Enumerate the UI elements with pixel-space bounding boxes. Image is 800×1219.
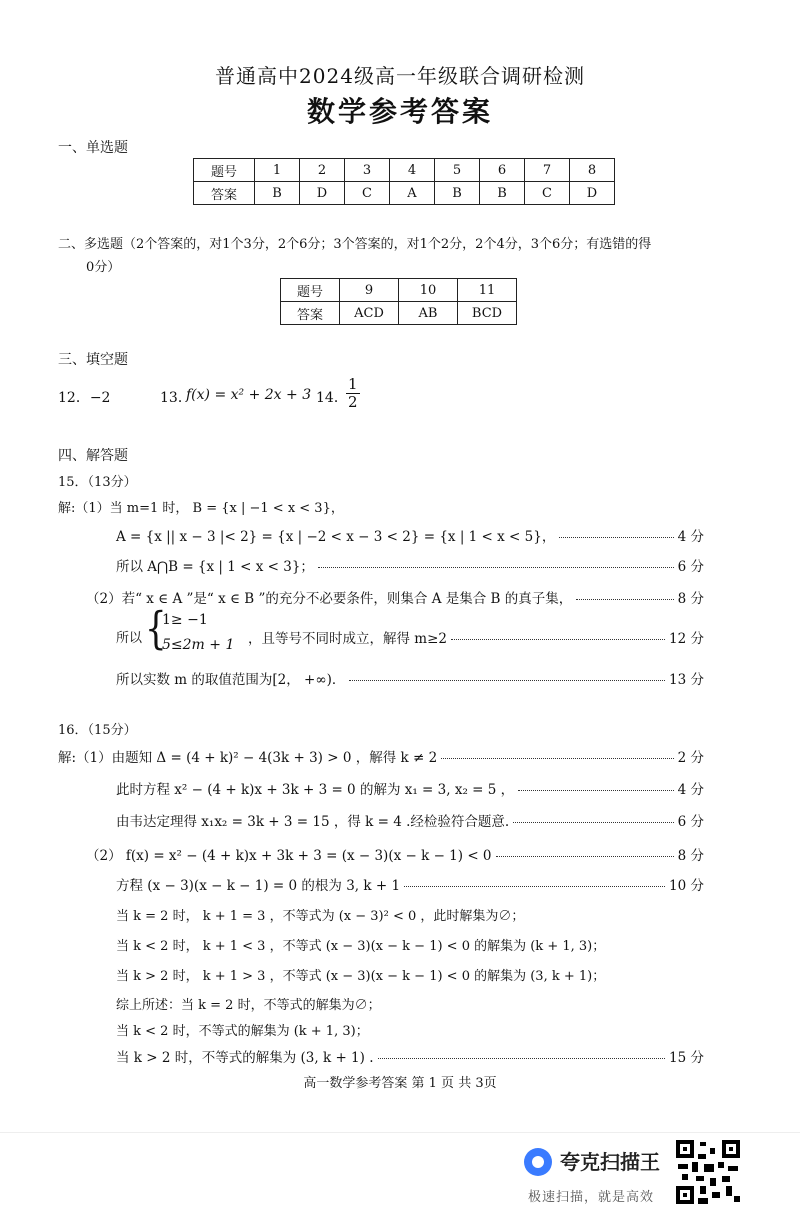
table-cell: 2 [300,159,345,182]
dot-leader [496,856,674,857]
q16-line-2-text: 此时方程 x² − (4 + k)x + 3k + 3 = 0 的解为 x₁ = 3, x₂ = 5 ， [116,782,515,798]
q15-line-3 [116,555,704,575]
answer-14-fraction [346,374,360,410]
q16-line-11-score: 15 分 [669,1050,704,1066]
q16-line-10: 当 k < 2 时，不等式的解集为 (k + 1, 3)； [116,1024,369,1039]
table-cell: 7 [525,159,570,182]
q16-line-5-score: 10 分 [669,878,704,894]
q16-line-3-score: 6 分 [677,814,704,830]
q16-line-3-text: 由韦达定理得 x₁x₂ = 3k + 3 = 15 ，得 k = 4 .经检验符合题意. [116,814,510,830]
answer-13: f(x) = x² + 2x + 3 [186,387,312,403]
table-cell: D [300,182,345,205]
q15-line-6-text: 所以实数 m 的取值范围为[2， +∞)． [116,672,346,688]
q15-line-5-prefix: 所以 [116,631,143,646]
q16-line-1-score: 2 分 [677,750,704,766]
dot-leader [378,1058,666,1059]
section-3-heading: 三、填空题 [58,352,128,368]
section-1-heading: 一、单选题 [58,140,128,156]
table-cell: 10 [399,279,458,302]
table-row [281,302,517,325]
q15-line-4 [86,587,704,607]
table-cell: B [435,182,480,205]
q16-line-4-text: （2） f(x) = x² − (4 + k)x + 3k + 3 = (x − 3)(x − k − 1) < 0 [86,848,492,864]
table-cell: 题号 [281,279,340,302]
table-cell: 5 [435,159,480,182]
q16-line-9: 综上所述：当 k = 2 时，不等式的解集为∅； [116,998,381,1013]
table-cell: BCD [458,302,517,325]
page-footer: 高一数学参考答案 第 1 页 共 3页 [303,1076,497,1091]
q15-line-1: 解:（1）当 m=1 时， B = {x | −1 < x < 3}， [58,501,344,516]
exam-title: 普通高中2024级高一年级联合调研检测 [215,64,585,88]
section-2-heading: 二、多选题（2个答案的，对1个3分，2个6分；3个答案的，对1个2分，2个4分，3个6分；有选错的得 [58,237,652,252]
table-cell: A [390,182,435,205]
q15-line-4-score: 8 分 [677,591,704,607]
single-choice-answer-table [193,158,615,205]
q15-line-2-score: 4 分 [677,529,704,545]
table-cell: C [345,182,390,205]
table-cell: 6 [480,159,525,182]
fraction-denominator: 2 [348,392,358,411]
q16-line-2 [116,778,704,798]
answer-13-label: 13． [160,390,192,406]
left-brace: { [145,603,167,655]
q16-line-4 [86,844,704,864]
q16-line-1-text: 解:（1）由题知 Δ = (4 + k)² − 4(3k + 3) > 0 ，解得 k ≠ 2 [58,750,438,766]
q15-line-3-text: 所以 A⋂B = {x | 1 < x < 3}； [116,559,314,575]
q16-line-7: 当 k < 2 时， k + 1 < 3 ，不等式 (x − 3)(x − k − 1) < 0 的解集为 (k + 1, 3)； [116,939,606,954]
table-cell: ACD [340,302,399,325]
q15-line-5-score: 12 分 [669,631,704,647]
table-cell: D [570,182,615,205]
section-4-heading: 四、解答题 [58,448,128,464]
q16-line-11-text: 当 k > 2 时，不等式的解集为 (3, k + 1) . [116,1050,374,1066]
q15-line-5-text: ，且等号不同时成立，解得 m≥2 [248,631,447,647]
table-cell: AB [399,302,458,325]
table-cell: 答案 [281,302,340,325]
scanner-brand: 夸克扫描王 [560,1150,660,1174]
table-cell: C [525,182,570,205]
dot-leader [513,822,673,823]
q16-line-11 [116,1046,704,1066]
table-row [194,182,615,205]
document-title: 数学参考答案 [306,95,493,128]
q16-line-3 [116,810,704,830]
inequality-2: 5≤2m + 1 [162,637,235,653]
dot-leader [441,758,673,759]
table-cell: 答案 [194,182,255,205]
dot-leader [576,599,673,600]
quark-logo-icon [524,1148,552,1176]
q15-line-2 [116,525,704,545]
table-cell: 题号 [194,159,255,182]
inequality-1: 1≥ −1 [162,612,208,628]
table-row [281,279,517,302]
scanner-slogan: 极速扫描，就是高效 [528,1190,655,1205]
q16-line-6: 当 k = 2 时， k + 1 = 3 ，不等式为 (x − 3)² < 0 ，此时解集为∅； [116,909,525,924]
dot-leader [518,790,673,791]
q15-line-3-score: 6 分 [677,559,704,575]
section-2-heading-cont: 0分） [86,260,121,275]
q15-line-4-text: （2）若“ x ∈ A ”是“ x ∈ B ”的充分不必要条件，则集合 A 是集合 B 的真子集， [86,591,573,607]
dot-leader [559,537,673,538]
dot-leader [318,567,674,568]
q16-line-1 [58,746,704,766]
table-cell: B [255,182,300,205]
table-cell: 11 [458,279,517,302]
table-row [194,159,615,182]
fraction-numerator: 1 [348,375,358,393]
q15-line-6 [116,668,704,688]
dot-leader [404,886,665,887]
q16-header: 16．（15分） [58,723,137,738]
table-cell: B [480,182,525,205]
q15-line-2-text: A = {x || x − 3 |< 2} = {x | −2 < x − 3 < 2} = {x | 1 < x < 5}， [116,529,556,545]
answer-14-label: 14． [316,390,348,406]
table-cell: 1 [255,159,300,182]
q16-line-5-text: 方程 (x − 3)(x − k − 1) = 0 的根为 3, k + 1 [116,878,401,894]
table-cell: 3 [345,159,390,182]
qr-code-icon [676,1140,740,1204]
dot-leader [451,639,665,640]
q15-line-5 [248,627,704,647]
q15-header: 15．（13分） [58,475,137,490]
table-cell: 4 [390,159,435,182]
q16-line-2-score: 4 分 [677,782,704,798]
multi-choice-answer-table [280,278,517,325]
table-cell: 8 [570,159,615,182]
q16-line-5 [116,874,704,894]
dot-leader [349,680,665,681]
q16-line-8: 当 k > 2 时， k + 1 > 3 ，不等式 (x − 3)(x − k − 1) < 0 的解集为 (3, k + 1)； [116,969,606,984]
table-cell: 9 [340,279,399,302]
q15-line-6-score: 13 分 [669,672,704,688]
answer-12: 12．−2 [58,390,111,406]
q16-line-4-score: 8 分 [677,848,704,864]
